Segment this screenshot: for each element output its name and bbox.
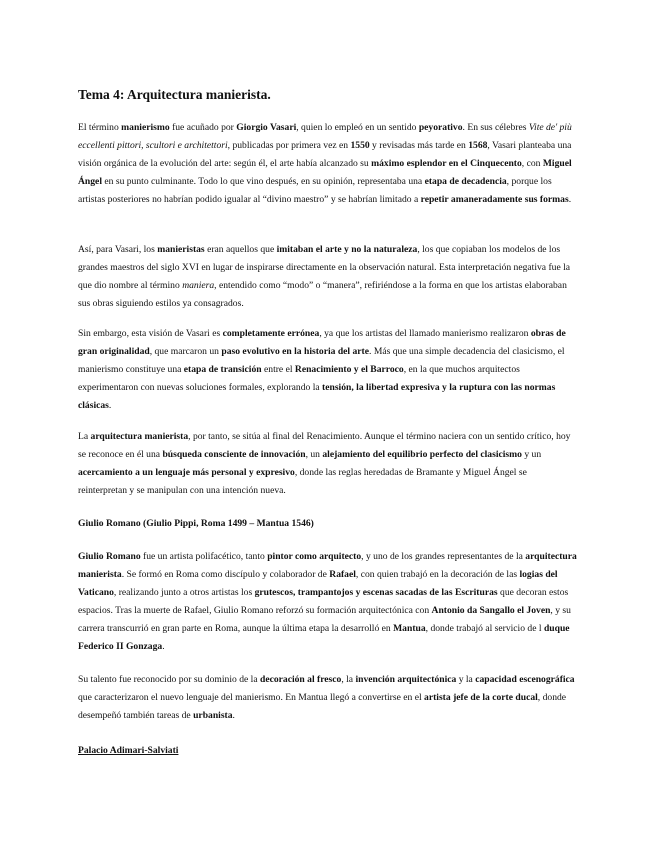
bold-term: completamente errónea	[222, 328, 320, 339]
text-run: que caracterizaron el nuevo lenguaje del manierismo. En Mantua llegó a convertirse en el	[78, 692, 425, 704]
bold-term: decoración al fresco	[259, 674, 342, 685]
text-run: eran aquellos que	[204, 244, 277, 255]
text-run: , ya que los artistas del llamado manierismo realizaron	[319, 328, 531, 339]
bold-term: arquitectura manierista	[90, 431, 189, 442]
text-run: entre el	[261, 364, 295, 376]
text-run: , donde trabajó al servicio de l	[425, 623, 544, 635]
text-run: , y uno de los grandes representantes de la	[361, 551, 526, 562]
bold-term: Miguel Ángel	[78, 158, 572, 188]
italic-term: Vite de' più eccellenti pittori, scultori e architettori	[78, 122, 572, 152]
bold-term: pintor como arquitecto	[267, 551, 362, 562]
text-run: fue un artista polifacético, tanto	[140, 551, 268, 562]
bold-term: obras de gran originalidad	[78, 328, 566, 358]
bold-term: alejamiento del equilibrio perfecto del clasicismo	[322, 449, 522, 461]
paragraph-vasari-view	[78, 241, 578, 313]
bold-term: paso evolutivo en la historia del arte	[221, 346, 370, 358]
bold-term: Giorgio Vasari	[236, 122, 297, 133]
bold-term: tensión, la libertad expresiva y la ruptura con las normas clásicas	[78, 382, 556, 412]
bold-term: búsqueda consciente de innovación	[162, 449, 306, 461]
bold-term: invención arquitectónica	[355, 674, 457, 685]
text-run: La	[78, 431, 91, 442]
text-run: , Vasari planteaba una visión orgánica de la evolución del arte: según él, el arte había alcanzado su	[78, 140, 572, 170]
bold-term: peyorativo	[418, 122, 463, 133]
text-run: .	[162, 641, 165, 653]
text-run: , un	[305, 449, 323, 461]
bold-term: duque Federico II Gonzaga	[78, 623, 570, 653]
bold-term: manieristas	[157, 244, 205, 255]
text-run: , donde las reglas heredadas de Bramante y Miguel Ángel se reinterpretan y se manipulan con una intención nueva.	[78, 467, 527, 497]
text-run: , publicadas por primera vez en	[227, 140, 351, 152]
bold-term: 1550	[350, 140, 370, 152]
section-heading-giulio-romano: Giulio Romano (Giulio Pippi, Roma 1499 – Mantua 1546)	[78, 518, 314, 529]
document-title: Tema 4: Arquitectura manierista.	[78, 87, 271, 102]
text-run: , en la que muchos arquitectos experimentaron con nuevas soluciones formales, explorando la	[78, 364, 520, 394]
text-run: , por tanto, se sitúa al final del Renacimiento. Aunque el término naciera con un sentido crítico, hoy se reconoce en él una	[78, 431, 571, 461]
text-run: , con	[521, 158, 543, 170]
bold-term: manierismo	[121, 122, 170, 133]
bold-term: repetir amaneradamente sus formas	[420, 194, 569, 206]
text-run: . En sus célebres	[462, 122, 529, 133]
text-run: . Se formó en Roma como discípulo y colaborador de	[121, 569, 330, 581]
bold-term: etapa de transición	[183, 364, 262, 376]
italic-term: maniera	[182, 280, 215, 292]
text-run: .	[568, 194, 572, 206]
bold-term: artista jefe de la corte ducal	[424, 692, 538, 704]
text-run: .	[108, 400, 112, 412]
text-run: y un	[521, 449, 542, 461]
bold-term: 1568	[468, 140, 488, 152]
bold-term: urbanista	[193, 710, 233, 722]
text-run: .	[232, 710, 235, 722]
bold-term: máximo esplendor en el Cinquecento	[371, 158, 522, 170]
text-run: , porque los artistas posteriores no habrían podido igualar al “divino maestro” y se habrían limitado a	[78, 176, 552, 206]
bold-term: Giulio Romano	[78, 551, 141, 562]
text-run: . Más que una simple decadencia del clasicismo, el manierismo constituye una	[78, 346, 565, 376]
bold-term: Rafael	[329, 569, 356, 581]
bold-term: capacidad escenográfica	[475, 674, 575, 685]
text-run: , que marcaron un	[149, 346, 222, 358]
bold-term: Antonio da Sangallo el Joven	[431, 605, 551, 617]
text-run: Sin embargo, esta visión de Vasari es	[78, 328, 223, 339]
text-run: El término	[78, 122, 122, 133]
text-run: Así, para Vasari, los	[78, 244, 158, 255]
text-run: y revisadas más tarde en	[369, 140, 469, 152]
bold-term: logias del Vaticano	[78, 569, 558, 599]
subheading-palacio: Palacio Adimari-Salviati	[78, 745, 179, 756]
text-run: , donde desempeñó también tareas de	[78, 692, 567, 722]
text-run: , entendido como “modo” o “manera”, refiriéndose a la forma en que los artistas elaboraban sus obras siguiendo estilos ya consagrados.	[78, 280, 567, 310]
bold-term: arquitectura manierista	[78, 551, 577, 581]
text-run: , y su carrera transcurrió en gran parte en Roma, aunque la última etapa la desarrolló en	[78, 605, 571, 635]
text-run: , con quien trabajó en la decoración de las	[355, 569, 520, 581]
bold-term: imitaban el arte y no la naturaleza	[276, 244, 418, 255]
text-run: , realizando junto a otros artistas los	[113, 587, 255, 599]
text-run: Su talento fue reconocido por su dominio de la	[78, 674, 260, 685]
paragraph-giulio-talent	[78, 671, 578, 725]
paragraph-erroneous-view	[78, 325, 578, 415]
paragraph-giulio-biography	[78, 548, 578, 657]
text-run: y la	[456, 674, 476, 685]
paragraph-manierismo-origin	[78, 119, 578, 209]
text-run: , quien lo empleó en un sentido	[296, 122, 419, 133]
bold-term: acercamiento a un lenguaje más personal y expresivo	[78, 467, 295, 479]
bold-term: etapa de decadencia	[424, 176, 507, 188]
text-run: en su punto culminante. Todo lo que vino después, en su opinión, representaba una	[101, 176, 425, 188]
text-run: , los que copiaban los modelos de los grandes maestros del siglo XVI en lugar de inspirarse directamente en la observación natural. Esta interpretación negativa fue la que dio nombre al término	[78, 244, 571, 292]
text-run: que decoran estos espacios. Tras la muerte de Rafael, Giulio Romano reforzó su formación arquitectónica con	[78, 587, 569, 617]
text-run: fue acuñado por	[169, 122, 237, 133]
bold-term: grutescos, trampantojos y escenas sacadas de las Escrituras	[254, 587, 498, 599]
paragraph-manierist-architecture	[78, 428, 578, 500]
bold-term: Mantua	[393, 623, 426, 635]
bold-term: Renacimiento y el Barroco	[294, 364, 404, 376]
text-run: , la	[341, 674, 356, 685]
